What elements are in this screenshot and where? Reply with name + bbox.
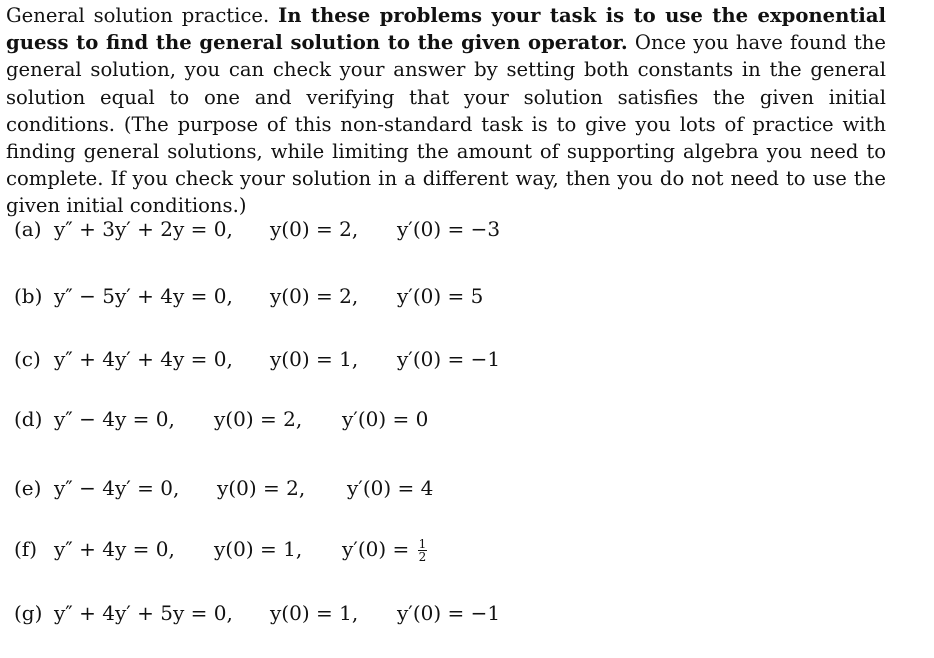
fraction-numerator: 1 — [418, 537, 427, 551]
problem-label: (a) — [14, 217, 42, 241]
initial-condition-y: y(0) = 1, — [270, 601, 359, 625]
initial-condition-y: y(0) = 2, — [270, 217, 359, 241]
instructions-paragraph — [6, 2, 886, 220]
problem-equation: y″ + 4y′ + 5y = 0, — [54, 601, 233, 625]
problem-equation: y″ + 4y = 0, — [54, 537, 175, 561]
problem-equation: y″ − 4y′ = 0, — [54, 476, 180, 500]
initial-condition-yprime: y′(0) = 5 — [397, 284, 484, 308]
initial-condition-yprime: y′(0) = −3 — [397, 217, 501, 241]
instructions-body: Once you have found the general solution, you can check your answer by setting both constants in the general solution equal to one and verifying that your solution satisfies the given initial conditions. (The purpose of this non-standard task is to give you lots of practice with finding general solutions, while limiting the amount of supporting algebra you need to complete. If you check your solution in a different way, then you do not need to use the given initial conditions.) — [6, 31, 886, 218]
initial-condition-yprime-prefix: y′(0) = — [342, 537, 410, 561]
initial-condition-yprime: y′(0) = 4 — [347, 476, 434, 500]
fraction — [418, 538, 428, 563]
fraction-denominator: 2 — [418, 550, 427, 564]
initial-condition-yprime: y′(0) = −1 — [397, 347, 501, 371]
initial-condition-y: y(0) = 2, — [214, 407, 303, 431]
initial-condition-y: y(0) = 1, — [270, 347, 359, 371]
problem-label: (b) — [14, 284, 43, 308]
instructions-bold: In these problems your task is to use the exponential guess to find the general solution to the given operator. — [6, 4, 887, 55]
initial-condition-yprime: y′(0) = −1 — [397, 601, 501, 625]
problem-equation: y″ + 4y′ + 4y = 0, — [54, 347, 233, 371]
problem-label: (c) — [14, 347, 41, 371]
instructions-lead: General solution practice. — [6, 4, 270, 27]
initial-condition-yprime: y′(0) = 0 — [342, 407, 429, 431]
initial-condition-y: y(0) = 2, — [270, 284, 359, 308]
initial-condition-y: y(0) = 1, — [214, 537, 303, 561]
problem-equation: y″ + 3y′ + 2y = 0, — [54, 217, 233, 241]
problem-label: (f) — [14, 537, 38, 561]
problem-label: (d) — [14, 407, 43, 431]
problem-label: (e) — [14, 476, 42, 500]
problem-equation: y″ − 4y = 0, — [54, 407, 175, 431]
problem-label: (g) — [14, 601, 43, 625]
problem-equation: y″ − 5y′ + 4y = 0, — [54, 284, 233, 308]
initial-condition-yprime — [342, 532, 427, 566]
initial-condition-y: y(0) = 2, — [217, 476, 306, 500]
